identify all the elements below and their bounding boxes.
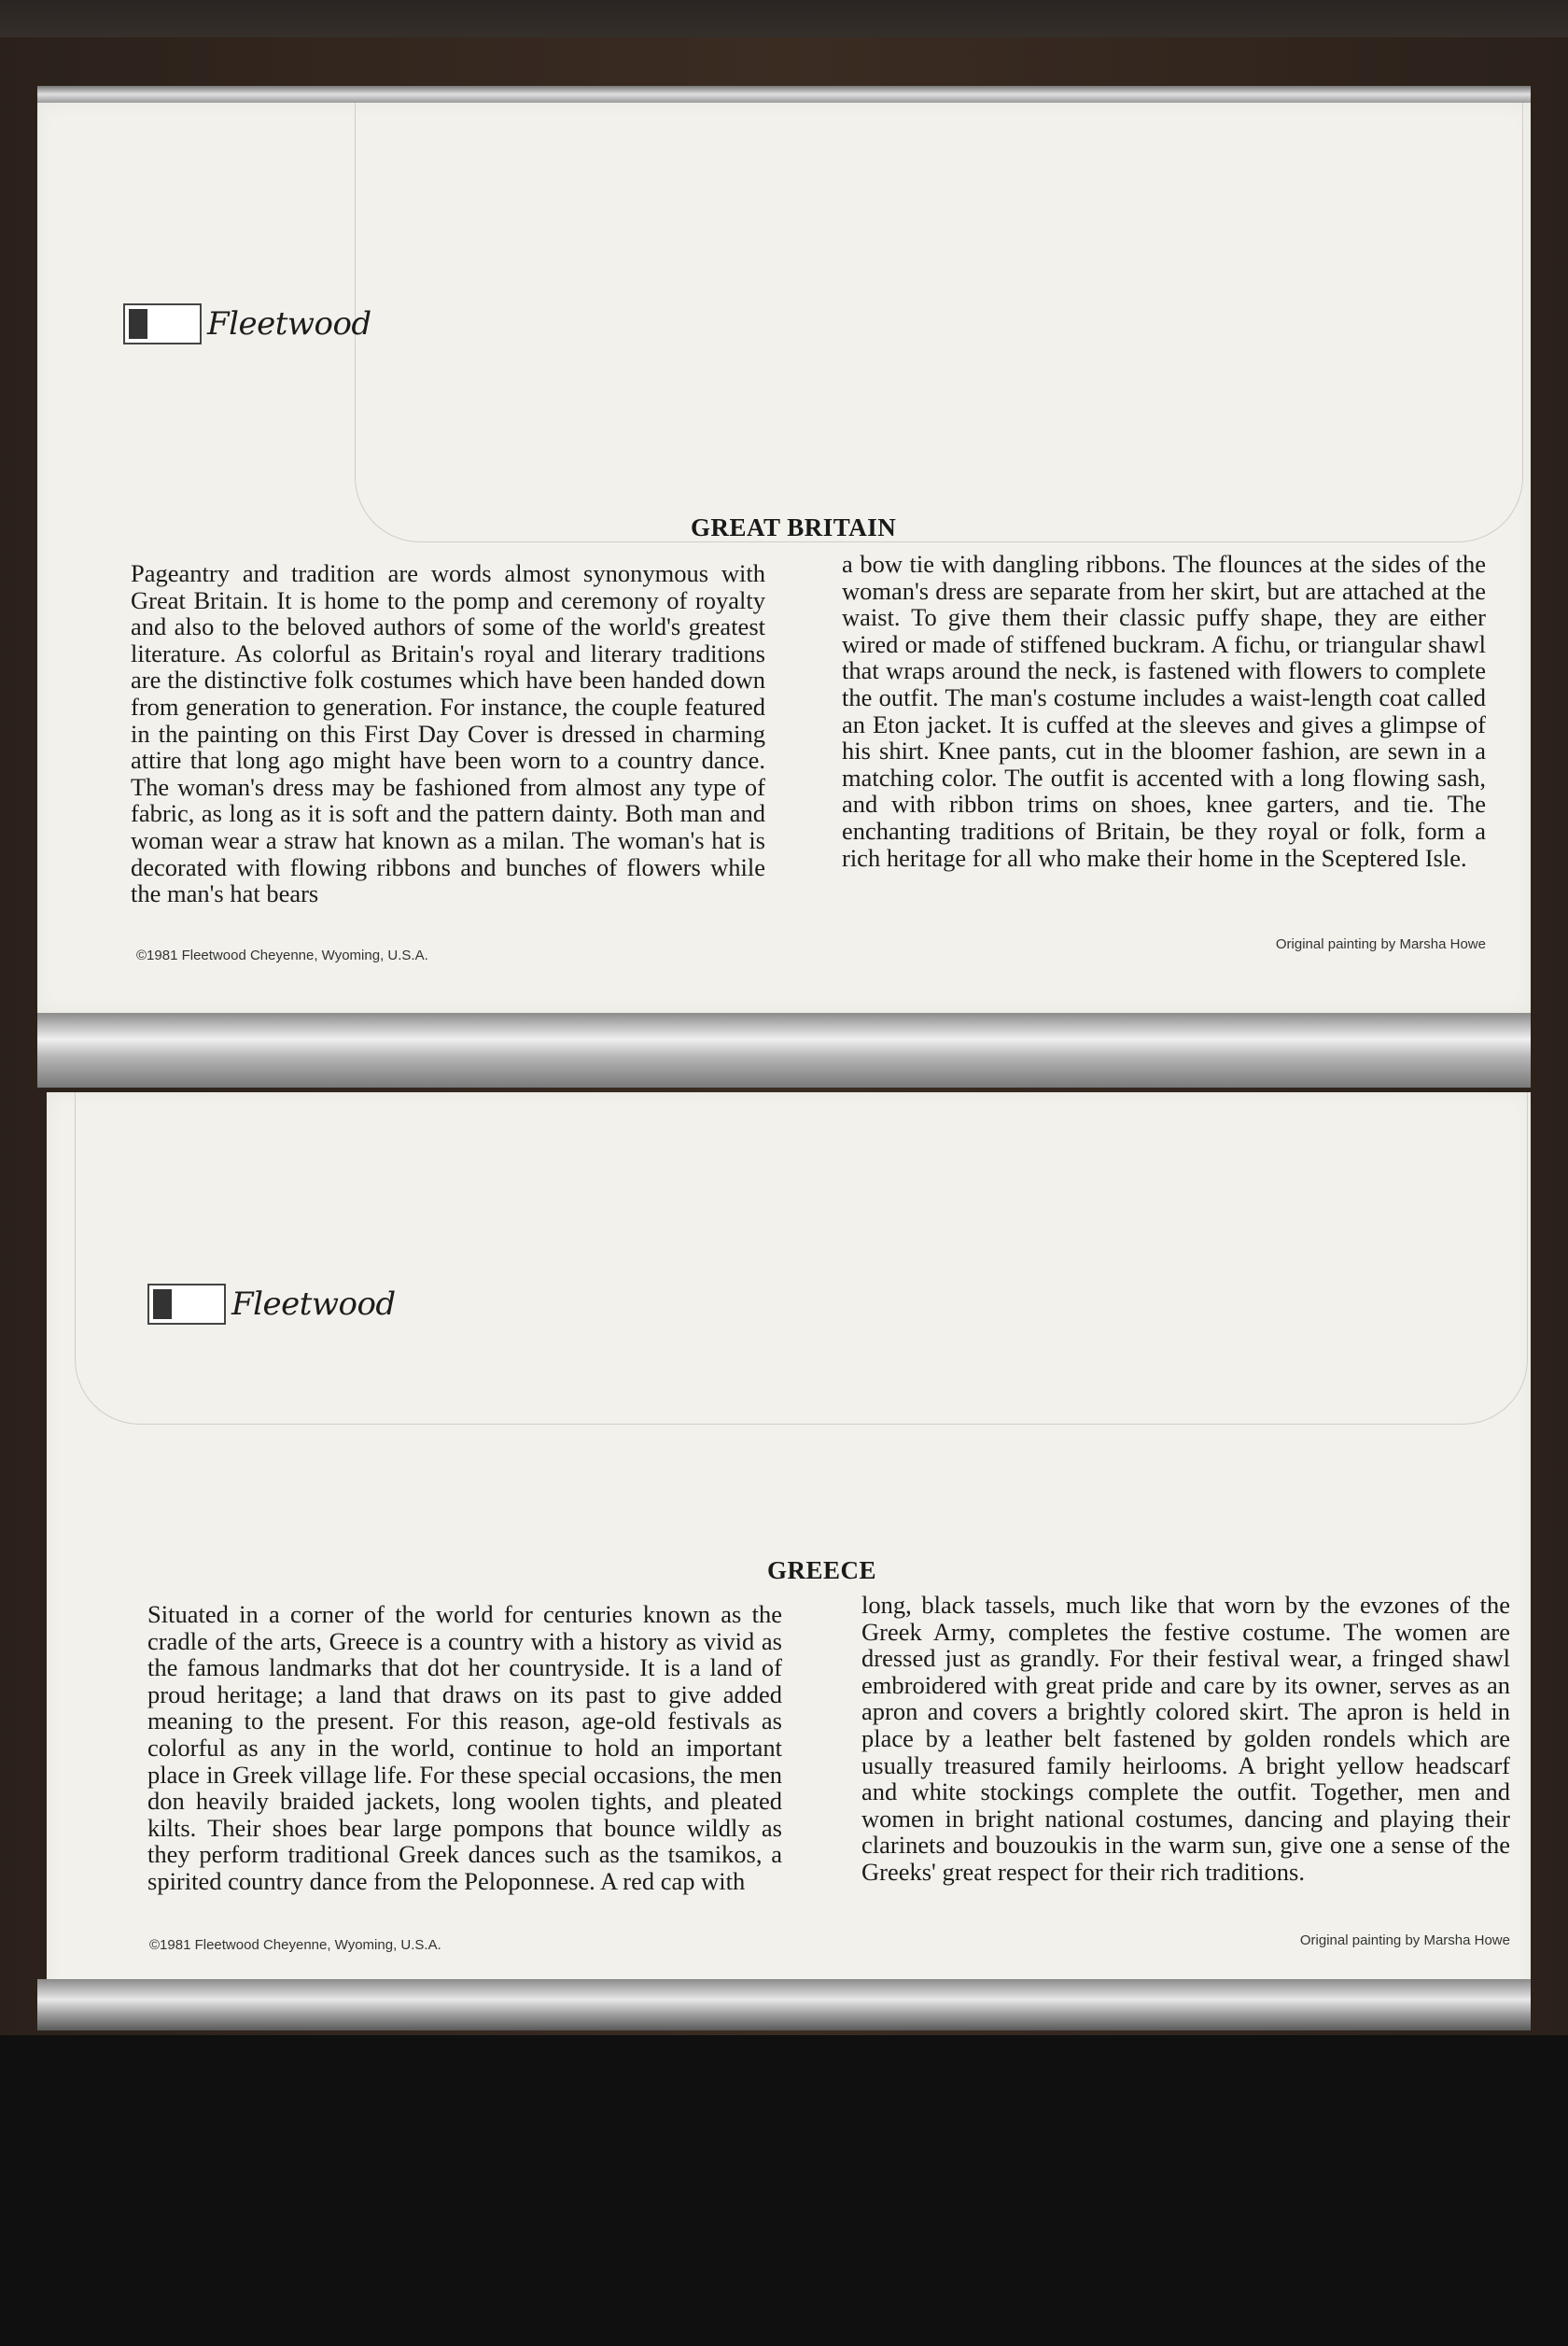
fleetwood-logo <box>147 1284 396 1325</box>
fleetwood-logo-icon <box>123 303 202 344</box>
right-text-column: long, black tassels, much like that worn by the evzones of the Greek Army, completes the festive costume. The women are dressed just as grandly. For their festival wear, a fringed shawl embroidered with great pride and care by its owner, serves as an apron and covers a brightly colored skirt. The apron is held in place by a leather belt fastened by golden rondels which are usually treasured family heirlooms. A bright yellow headscarf and white stockings complete the outfit. Together, men and women in bright national costumes, dancing and playing their clarinets and bouzoukis in the warm sun, give one a sense of the Greeks' great respect for their rich traditions. <box>861 1591 1510 1886</box>
right-text-column: a bow tie with dangling ribbons. The flounces at the sides of the woman's dress are separate from her skirt, but are attached at the waist. To give them their classic puffy shape, they are either wired or made of stiffened buckram. A fichu, or triangular shawl that wraps around the neck, is fastened with flowers to complete the outfit. The man's costume includes a waist-length coat called an Eton jacket. It is cuffed at the sleeves and gives a glimpse of his shirt. Knee pants, cut in the bloomer fashion, are sewn in a matching color. The outfit is accented with a long flowing sash, and with ribbon trims on shoes, knee garters, and tie. The enchanting traditions of Britain, be they royal or folk, form a rich heritage for all who make their home in the Sceptered Isle. <box>842 550 1486 872</box>
envelope-flap-outline <box>355 103 1523 542</box>
painting-credit: Original painting by Marsha Howe <box>1299 1932 1510 1948</box>
left-text-column: Situated in a corner of the world for centuries known as the cradle of the arts, Greece is a country with a history as vivid as the famous landmarks that dot her countryside. It is a land of proud heritage; a land that draws on its past to give added meaning to the present. For this reason, age-old festivals as colorful as any in the world, continue to hold an important place in Greek village life. For these special occasions, the men don heavily braided jackets, long woolen tights, and pleated kilts. Their shoes bear large pompons that bounce wildly as they perform traditional Greek dances such as the tsamikos, a spirited country dance from the Peloponnese. A red cap with <box>147 1600 782 1895</box>
fleetwood-logo-icon <box>147 1284 226 1325</box>
left-text-column: Pageantry and tradition are words almost synonymous with Great Britain. It is home to the pomp and ceremony of royalty and also to the beloved authors of some of the world's greatest literature. As colorful as Britain's royal and literary traditions are the distinctive folk costumes which have been handed down from generation to generation. For instance, the couple featured in the painting on this First Day Cover is dressed in charming attire that long ago might have been worn to a country dance. The woman's dress may be fashioned from almost any type of fabric, as long as it is soft and the pattern dainty. Both man and woman wear a straw hat known as a milan. The woman's hat is decorated with flowing ribbons and bunches of flowers while the man's hat bears <box>131 559 765 908</box>
copyright-note: ©1981 Fleetwood Cheyenne, Wyoming, U.S.A. <box>136 948 428 963</box>
envelope-flap-outline <box>75 1092 1528 1425</box>
greece-card <box>47 1092 1531 2026</box>
section-title: GREECE <box>767 1556 877 1584</box>
brand-name: Fleetwood <box>231 1285 396 1323</box>
bottom-sleeve-edge <box>37 1979 1531 2030</box>
brand-name: Fleetwood <box>207 305 371 343</box>
background-bottom <box>0 2035 1568 2346</box>
top-sleeve-edge <box>37 86 1531 105</box>
middle-sleeve-edge <box>37 1013 1531 1088</box>
great-britain-card <box>37 103 1531 1013</box>
painting-credit: Original painting by Marsha Howe <box>1275 936 1486 952</box>
section-title: GREAT BRITAIN <box>691 513 897 541</box>
fleetwood-logo <box>123 303 371 344</box>
copyright-note: ©1981 Fleetwood Cheyenne, Wyoming, U.S.A. <box>149 1937 441 1953</box>
